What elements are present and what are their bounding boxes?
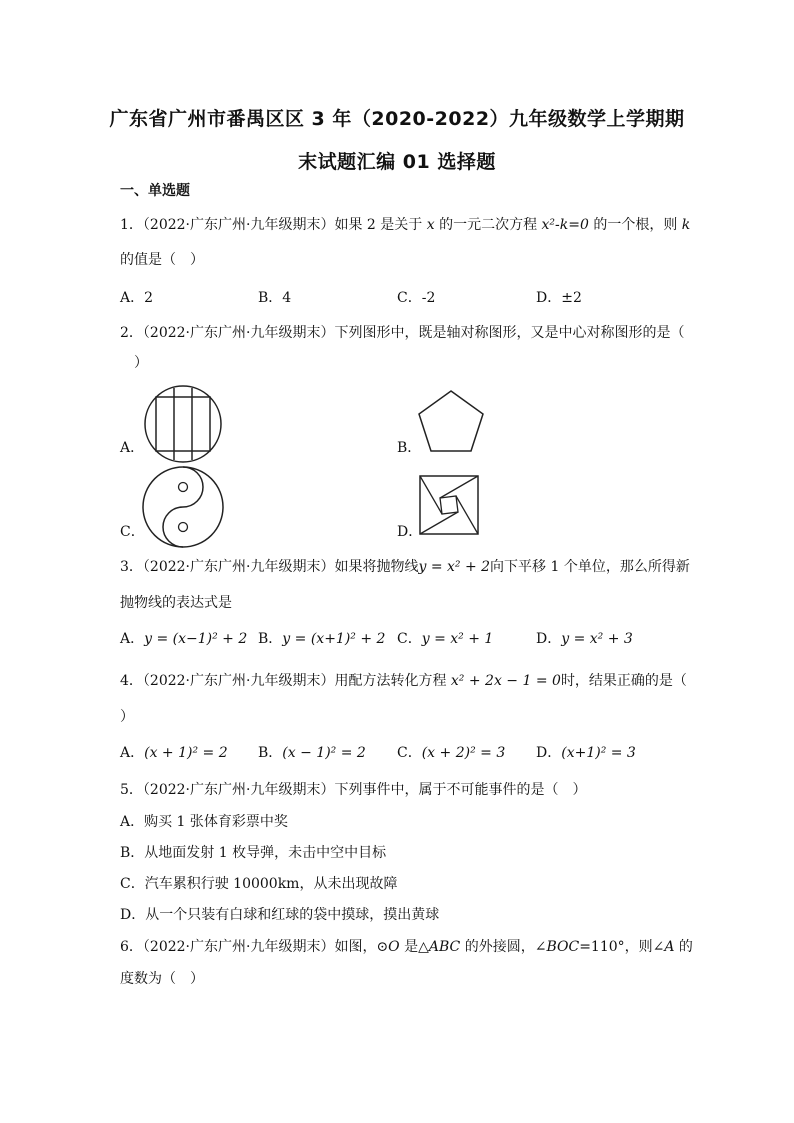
q1-option-c[interactable]: C．-2 [397,290,436,306]
q4-line1: 4．（2022·广东广州·九年级期末）用配方法转化方程 x² + 2x − 1 = 0时，结果正确的是（ [120,673,687,689]
q3-line2: 抛物线的表达式是 [120,595,232,611]
q5-option-c[interactable]: C．汽车累积行驶 10000km，从未出现故障 [120,876,398,892]
q6-line1: 6．（2022·广东广州·九年级期末）如图，⊙O 是△ABC 的外接圆，∠BOC=110°，则∠A 的 [120,939,693,955]
figure-pentagon [416,388,486,454]
q3-equation: y = x² + 2 [418,559,491,575]
q3-option-c[interactable]: C．y = x² + 1 [397,631,494,647]
q3-option-d[interactable]: D．y = x² + 3 [536,631,633,647]
q2-option-a[interactable]: A． [120,440,145,456]
figure-yin-yang [140,464,226,550]
q1-line2: 的值是（ ） [120,252,204,268]
q4-option-a[interactable]: A．(x + 1)² = 2 [120,745,228,761]
q1-equation: x²-k=0 [541,217,589,233]
q1-line1: 1．（2022·广东广州·九年级期末）如果 2 是关于 x 的一元二次方程 x²-k=0 的一个根，则 k [120,217,691,233]
q3-option-b[interactable]: B．y = (x+1)² + 2 [258,631,386,647]
q5-option-b[interactable]: B．从地面发射 1 枚导弹，未击中空中目标 [120,845,387,861]
q2-line2: ） [120,355,148,371]
q5-option-a[interactable]: A．购买 1 张体育彩票中奖 [120,814,288,830]
figure-circle-with-square [142,383,224,465]
q4-line2: ） [120,709,134,725]
doc-title-line2: 末试题汇编 01 选择题 [298,151,496,173]
q1-option-b[interactable]: B．4 [258,290,292,306]
q2-line1: 2．（2022·广东广州·九年级期末）下列图形中，既是轴对称图形，又是中心对称图形的是（ [120,325,685,341]
q4-equation: x² + 2x − 1 = 0 [450,673,561,689]
q2-option-b[interactable]: B． [397,440,422,456]
q5-option-d[interactable]: D．从一个只装有白球和红球的袋中摸球，摸出黄球 [120,907,440,923]
doc-title-line1: 广东省广州市番禺区区 3 年（2020-2022）九年级数学上学期期 [109,108,685,130]
q1-option-a[interactable]: A．2 [120,290,154,306]
section-heading: 一、单选题 [120,183,190,199]
q2-option-c[interactable]: C． [120,524,145,540]
q4-option-b[interactable]: B．(x − 1)² = 2 [258,745,366,761]
figure-pinwheel-square [418,474,480,536]
q2-option-d[interactable]: D． [397,524,423,540]
q3-line1: 3．（2022·广东广州·九年级期末）如果将抛物线y = x² + 2向下平移 1 个单位，那么所得新 [120,559,690,575]
q4-option-c[interactable]: C．(x + 2)² = 3 [397,745,506,761]
q6-line2: 度数为（ ） [120,971,204,987]
q1-option-d[interactable]: D．±2 [536,290,582,306]
q5-line1: 5．（2022·广东广州·九年级期末）下列事件中，属于不可能事件的是（ ） [120,782,587,798]
q3-option-a[interactable]: A．y = (x−1)² + 2 [120,631,248,647]
q4-option-d[interactable]: D．(x+1)² = 3 [536,745,636,761]
